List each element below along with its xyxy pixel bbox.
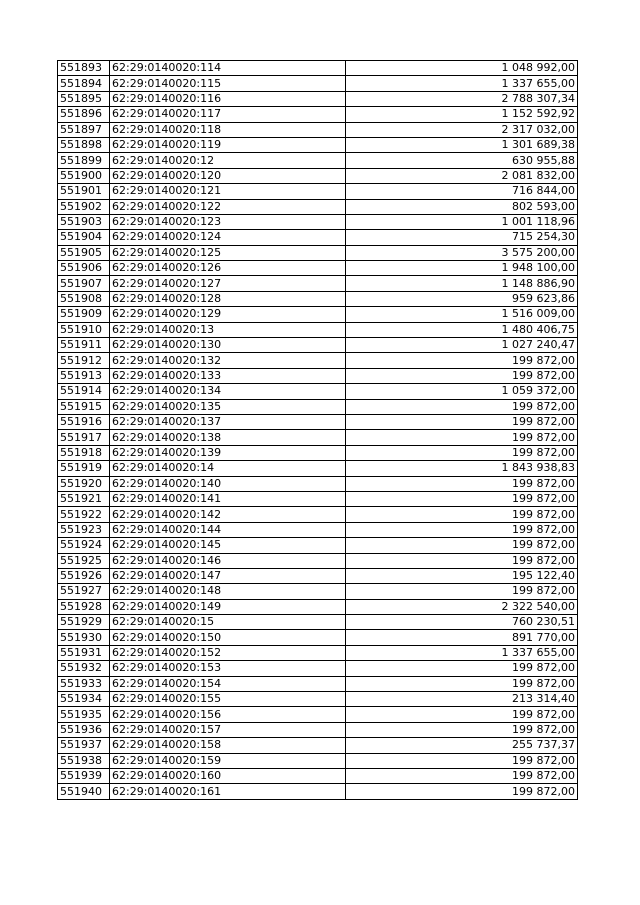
row-number-cell: 551906 (58, 261, 110, 276)
row-number-cell: 551898 (58, 137, 110, 152)
cadastral-number-cell: 62:29:0140020:128 (110, 291, 346, 306)
cadastral-value-cell: 630 955,88 (346, 153, 578, 168)
cadastral-number-cell: 62:29:0140020:120 (110, 168, 346, 183)
row-number-cell: 551912 (58, 353, 110, 368)
table-row (58, 137, 578, 152)
cadastral-number-cell: 62:29:0140020:122 (110, 199, 346, 214)
cadastral-number-cell: 62:29:0140020:130 (110, 338, 346, 353)
row-number-cell: 551910 (58, 322, 110, 337)
table-row (58, 722, 578, 737)
cadastral-value-cell: 255 737,37 (346, 738, 578, 753)
cadastral-number-cell: 62:29:0140020:153 (110, 661, 346, 676)
cadastral-number-cell: 62:29:0140020:115 (110, 76, 346, 91)
table-row (58, 384, 578, 399)
cadastral-value-cell: 1 948 100,00 (346, 261, 578, 276)
cadastral-number-cell: 62:29:0140020:156 (110, 707, 346, 722)
row-number-cell: 551923 (58, 522, 110, 537)
cadastral-value-cell: 199 872,00 (346, 507, 578, 522)
table-row (58, 122, 578, 137)
row-number-cell: 551931 (58, 645, 110, 660)
table-row (58, 184, 578, 199)
table-row (58, 784, 578, 799)
table-row (58, 753, 578, 768)
cadastral-value-cell: 1 059 372,00 (346, 384, 578, 399)
cadastral-number-cell: 62:29:0140020:116 (110, 91, 346, 106)
cadastral-value-cell: 959 623,86 (346, 291, 578, 306)
cadastral-value-cell: 199 872,00 (346, 753, 578, 768)
cadastral-number-cell: 62:29:0140020:141 (110, 491, 346, 506)
cadastral-value-cell: 199 872,00 (346, 414, 578, 429)
cadastral-number-cell: 62:29:0140020:125 (110, 245, 346, 260)
table-row (58, 168, 578, 183)
table-row (58, 399, 578, 414)
cadastral-value-cell: 2 317 032,00 (346, 122, 578, 137)
cadastral-value-cell: 199 872,00 (346, 661, 578, 676)
cadastral-value-cell: 199 872,00 (346, 722, 578, 737)
cadastral-number-cell: 62:29:0140020:148 (110, 584, 346, 599)
table-row (58, 707, 578, 722)
row-number-cell: 551911 (58, 338, 110, 353)
cadastral-number-cell: 62:29:0140020:146 (110, 553, 346, 568)
cadastral-number-cell: 62:29:0140020:159 (110, 753, 346, 768)
cadastral-value-cell: 199 872,00 (346, 538, 578, 553)
table-row (58, 199, 578, 214)
row-number-cell: 551932 (58, 661, 110, 676)
cadastral-value-cell: 199 872,00 (346, 368, 578, 383)
table-row (58, 738, 578, 753)
cadastral-number-cell: 62:29:0140020:139 (110, 445, 346, 460)
cadastral-value-cell: 199 872,00 (346, 491, 578, 506)
row-number-cell: 551907 (58, 276, 110, 291)
row-number-cell: 551918 (58, 445, 110, 460)
cadastral-value-cell: 1 301 689,38 (346, 137, 578, 152)
cadastral-value-cell: 199 872,00 (346, 768, 578, 783)
row-number-cell: 551916 (58, 414, 110, 429)
cadastral-number-cell: 62:29:0140020:114 (110, 61, 346, 76)
row-number-cell: 551924 (58, 538, 110, 553)
table-row (58, 430, 578, 445)
row-number-cell: 551899 (58, 153, 110, 168)
cadastral-value-cell: 199 872,00 (346, 430, 578, 445)
row-number-cell: 551908 (58, 291, 110, 306)
table-row (58, 568, 578, 583)
row-number-cell: 551928 (58, 599, 110, 614)
table-row (58, 692, 578, 707)
table-row (58, 522, 578, 537)
row-number-cell: 551922 (58, 507, 110, 522)
cadastral-value-cell: 199 872,00 (346, 399, 578, 414)
row-number-cell: 551935 (58, 707, 110, 722)
table-row (58, 107, 578, 122)
cadastral-number-cell: 62:29:0140020:140 (110, 476, 346, 491)
row-number-cell: 551939 (58, 768, 110, 783)
row-number-cell: 551902 (58, 199, 110, 214)
cadastral-number-cell: 62:29:0140020:134 (110, 384, 346, 399)
cadastral-number-cell: 62:29:0140020:126 (110, 261, 346, 276)
cadastral-value-cell: 802 593,00 (346, 199, 578, 214)
cadastral-number-cell: 62:29:0140020:124 (110, 230, 346, 245)
cadastral-number-cell: 62:29:0140020:144 (110, 522, 346, 537)
cadastral-value-cell: 1 843 938,83 (346, 461, 578, 476)
cadastral-number-cell: 62:29:0140020:157 (110, 722, 346, 737)
row-number-cell: 551909 (58, 307, 110, 322)
cadastral-value-cell: 2 081 832,00 (346, 168, 578, 183)
table-row (58, 461, 578, 476)
row-number-cell: 551894 (58, 76, 110, 91)
cadastral-number-cell: 62:29:0140020:132 (110, 353, 346, 368)
table-row (58, 230, 578, 245)
row-number-cell: 551913 (58, 368, 110, 383)
row-number-cell: 551934 (58, 692, 110, 707)
cadastral-number-cell: 62:29:0140020:119 (110, 137, 346, 152)
cadastral-value-cell: 716 844,00 (346, 184, 578, 199)
row-number-cell: 551900 (58, 168, 110, 183)
cadastral-number-cell: 62:29:0140020:150 (110, 630, 346, 645)
row-number-cell: 551938 (58, 753, 110, 768)
cadastral-value-cell: 2 788 307,34 (346, 91, 578, 106)
table-row (58, 507, 578, 522)
row-number-cell: 551920 (58, 476, 110, 491)
row-number-cell: 551940 (58, 784, 110, 799)
table-row (58, 584, 578, 599)
table-row (58, 368, 578, 383)
cadastral-number-cell: 62:29:0140020:138 (110, 430, 346, 445)
table-row (58, 476, 578, 491)
table-row (58, 599, 578, 614)
cadastral-value-cell: 1 337 655,00 (346, 76, 578, 91)
table-row (58, 676, 578, 691)
row-number-cell: 551937 (58, 738, 110, 753)
cadastral-value-cell: 1 152 592,92 (346, 107, 578, 122)
cadastral-value-cell: 1 027 240,47 (346, 338, 578, 353)
cadastral-value-cell: 760 230,51 (346, 615, 578, 630)
cadastral-number-cell: 62:29:0140020:145 (110, 538, 346, 553)
row-number-cell: 551925 (58, 553, 110, 568)
cadastral-number-cell: 62:29:0140020:158 (110, 738, 346, 753)
cadastral-number-cell: 62:29:0140020:149 (110, 599, 346, 614)
cadastral-number-cell: 62:29:0140020:117 (110, 107, 346, 122)
cadastral-value-cell: 199 872,00 (346, 476, 578, 491)
row-number-cell: 551895 (58, 91, 110, 106)
cadastral-value-cell: 199 872,00 (346, 784, 578, 799)
cadastral-number-cell: 62:29:0140020:135 (110, 399, 346, 414)
table-row (58, 615, 578, 630)
table-row (58, 153, 578, 168)
row-number-cell: 551926 (58, 568, 110, 583)
row-number-cell: 551921 (58, 491, 110, 506)
cadastral-value-cell: 2 322 540,00 (346, 599, 578, 614)
cadastral-value-cell: 199 872,00 (346, 353, 578, 368)
cadastral-number-cell: 62:29:0140020:129 (110, 307, 346, 322)
row-number-cell: 551903 (58, 214, 110, 229)
table-row (58, 661, 578, 676)
cadastral-number-cell: 62:29:0140020:15 (110, 615, 346, 630)
table-row (58, 645, 578, 660)
table-row (58, 76, 578, 91)
cadastral-number-cell: 62:29:0140020:147 (110, 568, 346, 583)
cadastral-value-cell: 199 872,00 (346, 445, 578, 460)
cadastral-number-cell: 62:29:0140020:154 (110, 676, 346, 691)
cadastral-number-cell: 62:29:0140020:133 (110, 368, 346, 383)
cadastral-value-cell: 891 770,00 (346, 630, 578, 645)
cadastral-value-cell: 1 337 655,00 (346, 645, 578, 660)
row-number-cell: 551929 (58, 615, 110, 630)
table-row (58, 276, 578, 291)
cadastral-value-cell: 199 872,00 (346, 584, 578, 599)
cadastral-number-cell: 62:29:0140020:12 (110, 153, 346, 168)
cadastral-value-cell: 715 254,30 (346, 230, 578, 245)
table-row (58, 414, 578, 429)
row-number-cell: 551915 (58, 399, 110, 414)
row-number-cell: 551930 (58, 630, 110, 645)
table-body (58, 61, 578, 800)
cadastral-number-cell: 62:29:0140020:123 (110, 214, 346, 229)
row-number-cell: 551904 (58, 230, 110, 245)
row-number-cell: 551936 (58, 722, 110, 737)
cadastral-value-cell: 1 516 009,00 (346, 307, 578, 322)
table-row (58, 91, 578, 106)
cadastral-value-cell: 199 872,00 (346, 676, 578, 691)
table-row (58, 630, 578, 645)
table-row (58, 214, 578, 229)
cadastral-number-cell: 62:29:0140020:118 (110, 122, 346, 137)
cadastral-value-cell: 1 048 992,00 (346, 61, 578, 76)
table-row (58, 338, 578, 353)
cadastral-number-cell: 62:29:0140020:137 (110, 414, 346, 429)
row-number-cell: 551896 (58, 107, 110, 122)
cadastral-number-cell: 62:29:0140020:155 (110, 692, 346, 707)
table-row (58, 553, 578, 568)
cadastral-number-cell: 62:29:0140020:161 (110, 784, 346, 799)
table-row (58, 491, 578, 506)
row-number-cell: 551933 (58, 676, 110, 691)
table-row (58, 307, 578, 322)
cadastral-value-cell: 1 480 406,75 (346, 322, 578, 337)
cadastral-value-cell: 3 575 200,00 (346, 245, 578, 260)
cadastral-value-cell: 199 872,00 (346, 522, 578, 537)
cadastral-number-cell: 62:29:0140020:13 (110, 322, 346, 337)
row-number-cell: 551905 (58, 245, 110, 260)
cadastral-value-cell: 195 122,40 (346, 568, 578, 583)
row-number-cell: 551914 (58, 384, 110, 399)
table-row (58, 61, 578, 76)
cadastral-number-cell: 62:29:0140020:142 (110, 507, 346, 522)
table-row (58, 538, 578, 553)
row-number-cell: 551927 (58, 584, 110, 599)
row-number-cell: 551901 (58, 184, 110, 199)
cadastral-value-cell: 213 314,40 (346, 692, 578, 707)
cadastral-value-cell: 1 148 886,90 (346, 276, 578, 291)
row-number-cell: 551919 (58, 461, 110, 476)
row-number-cell: 551917 (58, 430, 110, 445)
cadastral-value-cell: 199 872,00 (346, 707, 578, 722)
cadastral-number-cell: 62:29:0140020:14 (110, 461, 346, 476)
table-row (58, 445, 578, 460)
cadastral-number-cell: 62:29:0140020:121 (110, 184, 346, 199)
row-number-cell: 551893 (58, 61, 110, 76)
table-row (58, 768, 578, 783)
cadastral-number-cell: 62:29:0140020:127 (110, 276, 346, 291)
cadastral-value-cell: 199 872,00 (346, 553, 578, 568)
table-row (58, 291, 578, 306)
cadastral-value-cell: 1 001 118,96 (346, 214, 578, 229)
table-row (58, 245, 578, 260)
table-row (58, 353, 578, 368)
table-row (58, 261, 578, 276)
cadastral-number-cell: 62:29:0140020:152 (110, 645, 346, 660)
cadastral-value-table (57, 60, 578, 800)
row-number-cell: 551897 (58, 122, 110, 137)
cadastral-number-cell: 62:29:0140020:160 (110, 768, 346, 783)
table-row (58, 322, 578, 337)
